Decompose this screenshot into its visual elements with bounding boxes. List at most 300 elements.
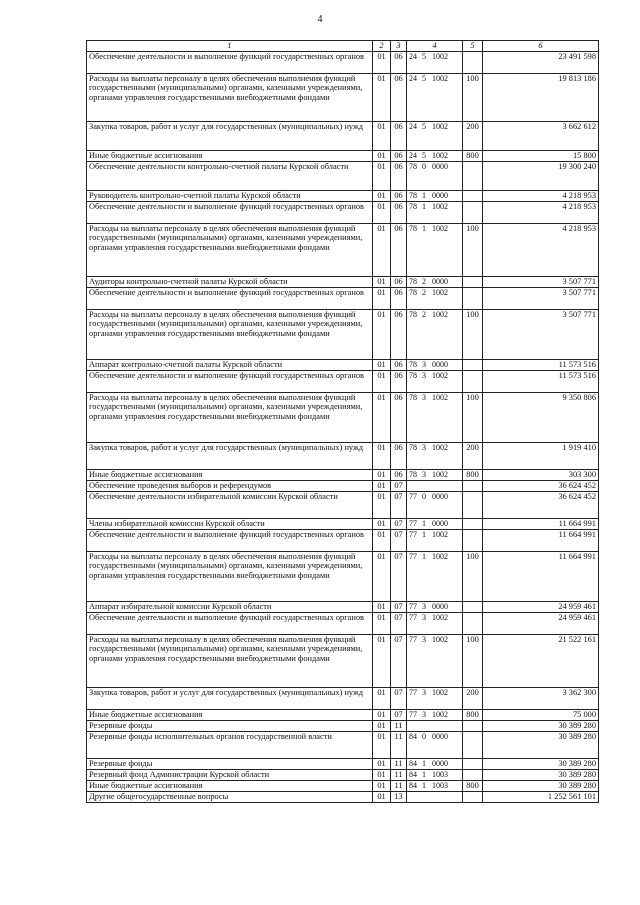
table-row — [87, 150, 599, 161]
row-section-code: 01 — [373, 223, 391, 276]
target-article-part: 24 — [409, 121, 417, 131]
target-article-part: 24 — [409, 150, 417, 160]
target-article-part: 1 — [422, 223, 426, 233]
row-expense-type-code — [463, 161, 483, 190]
row-target-article — [407, 190, 463, 201]
row-subsection-code: 07 — [391, 491, 407, 518]
row-section-code: 01 — [373, 780, 391, 791]
table-row — [87, 442, 599, 469]
row-subsection-code: 11 — [391, 758, 407, 769]
row-target-article — [407, 51, 463, 73]
row-expense-type-code: 200 — [463, 442, 483, 469]
row-subsection-code: 06 — [391, 150, 407, 161]
target-article-part: 77 — [409, 601, 417, 611]
table-row — [87, 769, 599, 780]
row-expense-type-code — [463, 612, 483, 634]
row-subsection-code: 06 — [391, 392, 407, 442]
row-target-article — [407, 469, 463, 480]
row-amount: 3 507 771 — [483, 287, 599, 309]
row-target-article — [407, 634, 463, 687]
target-article-part: 0000 — [432, 161, 448, 171]
target-article-part: 5 — [422, 51, 426, 61]
row-section-code: 01 — [373, 634, 391, 687]
row-target-article — [407, 780, 463, 791]
row-expense-type-code — [463, 190, 483, 201]
row-amount: 11 573 516 — [483, 370, 599, 392]
row-amount: 3 507 771 — [483, 309, 599, 359]
row-amount: 30 389 280 — [483, 731, 599, 758]
row-section-code: 01 — [373, 51, 391, 73]
target-article-part: 1002 — [432, 370, 448, 380]
row-target-article — [407, 480, 463, 491]
row-name: Закупка товаров, работ и услуг для государственных (муниципальных) нужд — [87, 442, 373, 469]
row-subsection-code: 11 — [391, 720, 407, 731]
target-article-part: 3 — [422, 392, 426, 402]
row-section-code: 01 — [373, 551, 391, 601]
row-name: Расходы на выплаты персоналу в целях обеспечения выполнения функций государственными (муниципальными) органами, казенными учреждениями, органами управления государственными внебюджетными фондами — [87, 634, 373, 687]
target-article-part: 1002 — [432, 469, 448, 479]
row-target-article — [407, 309, 463, 359]
row-subsection-code: 06 — [391, 469, 407, 480]
row-amount: 3 662 612 — [483, 121, 599, 150]
budget-table — [86, 40, 599, 803]
target-article-part: 1002 — [432, 309, 448, 319]
row-amount: 4 218 953 — [483, 190, 599, 201]
row-name: Обеспечение деятельности контрольно-счетной палаты Курской области — [87, 161, 373, 190]
target-article-part: 2 — [422, 287, 426, 297]
row-amount: 24 959 461 — [483, 612, 599, 634]
row-expense-type-code — [463, 370, 483, 392]
row-amount: 19 300 240 — [483, 161, 599, 190]
row-amount: 303 300 — [483, 469, 599, 480]
target-article-part: 1 — [422, 758, 426, 768]
row-expense-type-code — [463, 201, 483, 223]
row-name: Обеспечение деятельности и выполнение функций государственных органов — [87, 612, 373, 634]
row-target-article — [407, 370, 463, 392]
row-amount: 36 624 452 — [483, 480, 599, 491]
row-name: Расходы на выплаты персоналу в целях обеспечения выполнения функций государственными (муниципальными) органами, казенными учреждениями, органами управления государственными внебюджетными фондами — [87, 392, 373, 442]
row-subsection-code: 06 — [391, 287, 407, 309]
table-row — [87, 687, 599, 709]
row-name: Иные бюджетные ассигнования — [87, 780, 373, 791]
table-row — [87, 551, 599, 601]
header-col-section: 2 — [373, 41, 391, 52]
row-amount: 75 000 — [483, 709, 599, 720]
target-article-part: 1 — [422, 780, 426, 790]
table-row — [87, 709, 599, 720]
row-section-code: 01 — [373, 442, 391, 469]
target-article-part: 78 — [409, 276, 417, 286]
target-article-part: 78 — [409, 161, 417, 171]
row-subsection-code: 06 — [391, 309, 407, 359]
target-article-part: 84 — [409, 769, 417, 779]
target-article-part: 3 — [422, 601, 426, 611]
row-amount: 3 507 771 — [483, 276, 599, 287]
target-article-part: 3 — [422, 359, 426, 369]
target-article-part: 0000 — [432, 758, 448, 768]
target-article-part: 5 — [422, 121, 426, 131]
row-subsection-code: 07 — [391, 529, 407, 551]
row-expense-type-code — [463, 720, 483, 731]
row-target-article — [407, 73, 463, 121]
row-target-article — [407, 287, 463, 309]
target-article-part: 3 — [422, 442, 426, 452]
row-section-code: 01 — [373, 359, 391, 370]
row-amount: 4 218 953 — [483, 201, 599, 223]
row-amount: 3 362 300 — [483, 687, 599, 709]
table-row — [87, 529, 599, 551]
page-number: 4 — [317, 14, 323, 25]
row-section-code: 01 — [373, 687, 391, 709]
target-article-part: 24 — [409, 73, 417, 83]
row-target-article — [407, 551, 463, 601]
row-target-article — [407, 121, 463, 150]
row-expense-type-code: 100 — [463, 73, 483, 121]
row-subsection-code: 07 — [391, 612, 407, 634]
row-name: Расходы на выплаты персоналу в целях обеспечения выполнения функций государственными (муниципальными) органами, казенными учреждениями, органами управления государственными внебюджетными фондами — [87, 73, 373, 121]
row-subsection-code: 11 — [391, 780, 407, 791]
row-target-article — [407, 612, 463, 634]
target-article-part: 1003 — [432, 780, 448, 790]
row-subsection-code: 06 — [391, 359, 407, 370]
row-subsection-code: 06 — [391, 442, 407, 469]
target-article-part: 78 — [409, 469, 417, 479]
row-expense-type-code: 100 — [463, 223, 483, 276]
row-expense-type-code — [463, 359, 483, 370]
row-target-article — [407, 201, 463, 223]
row-target-article — [407, 731, 463, 758]
row-subsection-code: 07 — [391, 709, 407, 720]
row-subsection-code: 06 — [391, 73, 407, 121]
table-row — [87, 612, 599, 634]
target-article-part: 0000 — [432, 731, 448, 741]
row-target-article — [407, 276, 463, 287]
header-row — [87, 41, 599, 52]
row-name: Резервный фонд Администрации Курской области — [87, 769, 373, 780]
row-subsection-code: 07 — [391, 551, 407, 601]
row-name: Руководитель контрольно-счетной палаты Курской области — [87, 190, 373, 201]
table-row — [87, 601, 599, 612]
target-article-part: 0 — [422, 491, 426, 501]
table-row — [87, 287, 599, 309]
row-expense-type-code: 100 — [463, 309, 483, 359]
table-row — [87, 720, 599, 731]
row-amount: 24 959 461 — [483, 601, 599, 612]
target-article-part: 77 — [409, 518, 417, 528]
row-section-code: 01 — [373, 287, 391, 309]
row-target-article — [407, 359, 463, 370]
row-name: Закупка товаров, работ и услуг для государственных (муниципальных) нужд — [87, 687, 373, 709]
row-section-code: 01 — [373, 612, 391, 634]
row-section-code: 01 — [373, 201, 391, 223]
row-expense-type-code: 200 — [463, 687, 483, 709]
row-expense-type-code: 800 — [463, 469, 483, 480]
row-target-article — [407, 758, 463, 769]
row-subsection-code: 11 — [391, 731, 407, 758]
row-section-code: 01 — [373, 161, 391, 190]
target-article-part: 0000 — [432, 190, 448, 200]
row-expense-type-code: 100 — [463, 392, 483, 442]
row-section-code: 01 — [373, 121, 391, 150]
row-amount: 30 389 280 — [483, 720, 599, 731]
row-name: Резервные фонды — [87, 720, 373, 731]
target-article-part: 1002 — [432, 687, 448, 697]
target-article-part: 0000 — [432, 518, 448, 528]
table-row — [87, 469, 599, 480]
row-name: Расходы на выплаты персоналу в целях обеспечения выполнения функций государственными (муниципальными) органами, казенными учреждениями, органами управления государственными внебюджетными фондами — [87, 551, 373, 601]
target-article-part: 0000 — [432, 359, 448, 369]
row-subsection-code: 06 — [391, 370, 407, 392]
row-amount: 11 664 991 — [483, 529, 599, 551]
table-row — [87, 190, 599, 201]
table-row — [87, 758, 599, 769]
target-article-part: 1 — [422, 529, 426, 539]
target-article-part: 5 — [422, 73, 426, 83]
table-row — [87, 634, 599, 687]
target-article-part: 77 — [409, 529, 417, 539]
table-row — [87, 491, 599, 518]
row-target-article — [407, 161, 463, 190]
row-subsection-code: 07 — [391, 601, 407, 612]
table-row — [87, 780, 599, 791]
row-subsection-code: 06 — [391, 201, 407, 223]
row-expense-type-code — [463, 491, 483, 518]
table-row — [87, 161, 599, 190]
row-expense-type-code: 100 — [463, 634, 483, 687]
table-row — [87, 359, 599, 370]
row-target-article — [407, 529, 463, 551]
target-article-part: 24 — [409, 51, 417, 61]
header-col-subsection: 3 — [391, 41, 407, 52]
row-section-code: 01 — [373, 276, 391, 287]
row-amount: 30 389 280 — [483, 780, 599, 791]
target-article-part: 1002 — [432, 709, 448, 719]
row-name: Аудиторы контрольно-счетной палаты Курской области — [87, 276, 373, 287]
target-article-part: 1 — [422, 201, 426, 211]
target-article-part: 3 — [422, 687, 426, 697]
row-amount: 30 389 280 — [483, 769, 599, 780]
row-expense-type-code: 800 — [463, 709, 483, 720]
table-row — [87, 73, 599, 121]
row-section-code: 01 — [373, 491, 391, 518]
target-article-part: 1002 — [432, 392, 448, 402]
row-name: Иные бюджетные ассигнования — [87, 469, 373, 480]
row-section-code: 01 — [373, 791, 391, 802]
row-target-article — [407, 709, 463, 720]
row-name: Иные бюджетные ассигнования — [87, 709, 373, 720]
target-article-part: 78 — [409, 309, 417, 319]
table-row — [87, 731, 599, 758]
target-article-part: 77 — [409, 687, 417, 697]
table-row — [87, 223, 599, 276]
row-expense-type-code — [463, 758, 483, 769]
target-article-part: 1002 — [432, 612, 448, 622]
row-subsection-code: 11 — [391, 769, 407, 780]
target-article-part: 78 — [409, 201, 417, 211]
row-amount: 11 664 991 — [483, 518, 599, 529]
target-article-part: 1003 — [432, 769, 448, 779]
row-name: Аппарат контрольно-счетной палаты Курской области — [87, 359, 373, 370]
row-expense-type-code — [463, 287, 483, 309]
row-expense-type-code — [463, 769, 483, 780]
target-article-part: 3 — [422, 634, 426, 644]
row-amount: 11 664 991 — [483, 551, 599, 601]
row-name: Обеспечение проведения выборов и референдумов — [87, 480, 373, 491]
row-subsection-code: 06 — [391, 223, 407, 276]
target-article-part: 84 — [409, 758, 417, 768]
row-section-code: 01 — [373, 601, 391, 612]
row-amount: 21 522 161 — [483, 634, 599, 687]
header-col-amount: 6 — [483, 41, 599, 52]
target-article-part: 1002 — [432, 529, 448, 539]
target-article-part: 0000 — [432, 601, 448, 611]
row-target-article — [407, 687, 463, 709]
target-article-part: 78 — [409, 442, 417, 452]
row-expense-type-code: 100 — [463, 551, 483, 601]
row-name: Резервные фонды — [87, 758, 373, 769]
row-name: Резервные фонды исполнительных органов государственной власти — [87, 731, 373, 758]
target-article-part: 3 — [422, 612, 426, 622]
row-expense-type-code — [463, 276, 483, 287]
row-subsection-code: 06 — [391, 276, 407, 287]
row-expense-type-code — [463, 480, 483, 491]
row-section-code: 01 — [373, 190, 391, 201]
header-col-name: 1 — [87, 41, 373, 52]
row-subsection-code: 07 — [391, 518, 407, 529]
target-article-part: 0000 — [432, 491, 448, 501]
target-article-part: 78 — [409, 190, 417, 200]
target-article-part: 78 — [409, 223, 417, 233]
row-section-code: 01 — [373, 720, 391, 731]
table-row — [87, 121, 599, 150]
row-section-code: 01 — [373, 392, 391, 442]
row-section-code: 01 — [373, 309, 391, 359]
header-col-expense-type: 5 — [463, 41, 483, 52]
target-article-part: 1002 — [432, 223, 448, 233]
row-target-article — [407, 442, 463, 469]
target-article-part: 1002 — [432, 634, 448, 644]
row-name: Расходы на выплаты персоналу в целях обеспечения выполнения функций государственными (муниципальными) органами, казенными учреждениями, органами управления государственными внебюджетными фондами — [87, 223, 373, 276]
row-subsection-code: 06 — [391, 51, 407, 73]
row-section-code: 01 — [373, 518, 391, 529]
target-article-part: 78 — [409, 359, 417, 369]
row-name: Обеспечение деятельности и выполнение функций государственных органов — [87, 51, 373, 73]
row-section-code: 01 — [373, 73, 391, 121]
row-expense-type-code: 800 — [463, 150, 483, 161]
row-name: Закупка товаров, работ и услуг для государственных (муниципальных) нужд — [87, 121, 373, 150]
row-section-code: 01 — [373, 758, 391, 769]
row-name: Обеспечение деятельности избирательной комиссии Курской области — [87, 491, 373, 518]
row-name: Обеспечение деятельности и выполнение функций государственных органов — [87, 287, 373, 309]
row-expense-type-code — [463, 518, 483, 529]
row-target-article — [407, 491, 463, 518]
row-amount: 1 919 410 — [483, 442, 599, 469]
row-amount: 9 350 806 — [483, 392, 599, 442]
target-article-part: 3 — [422, 469, 426, 479]
target-article-part: 2 — [422, 309, 426, 319]
row-target-article — [407, 223, 463, 276]
row-target-article — [407, 791, 463, 802]
header-col-target-article: 4 — [407, 41, 463, 52]
row-target-article — [407, 720, 463, 731]
row-subsection-code: 06 — [391, 161, 407, 190]
row-name: Обеспечение деятельности и выполнение функций государственных органов — [87, 370, 373, 392]
row-name: Аппарат избирательной комиссии Курской области — [87, 601, 373, 612]
target-article-part: 77 — [409, 491, 417, 501]
target-article-part: 78 — [409, 392, 417, 402]
row-name: Обеспечение деятельности и выполнение функций государственных органов — [87, 201, 373, 223]
row-subsection-code: 07 — [391, 480, 407, 491]
row-name: Расходы на выплаты персоналу в целях обеспечения выполнения функций государственными (муниципальными) органами, казенными учреждениями, органами управления государственными внебюджетными фондами — [87, 309, 373, 359]
target-article-part: 3 — [422, 709, 426, 719]
table-row — [87, 518, 599, 529]
row-expense-type-code: 200 — [463, 121, 483, 150]
target-article-part: 1 — [422, 551, 426, 561]
target-article-part: 1002 — [432, 150, 448, 160]
row-expense-type-code — [463, 731, 483, 758]
table-row — [87, 791, 599, 802]
row-amount: 30 389 280 — [483, 758, 599, 769]
row-section-code: 01 — [373, 480, 391, 491]
table-row — [87, 51, 599, 73]
row-section-code: 01 — [373, 769, 391, 780]
target-article-part: 1002 — [432, 551, 448, 561]
target-article-part: 3 — [422, 370, 426, 380]
row-target-article — [407, 392, 463, 442]
row-subsection-code: 07 — [391, 687, 407, 709]
target-article-part: 5 — [422, 150, 426, 160]
row-expense-type-code — [463, 529, 483, 551]
row-expense-type-code — [463, 51, 483, 73]
target-article-part: 1002 — [432, 121, 448, 131]
target-article-part: 0000 — [432, 276, 448, 286]
row-amount: 36 624 452 — [483, 491, 599, 518]
table-row — [87, 276, 599, 287]
row-section-code: 01 — [373, 529, 391, 551]
row-subsection-code: 07 — [391, 634, 407, 687]
row-amount: 23 491 598 — [483, 51, 599, 73]
target-article-part: 0 — [422, 161, 426, 171]
row-section-code: 01 — [373, 370, 391, 392]
row-subsection-code: 06 — [391, 121, 407, 150]
target-article-part: 2 — [422, 276, 426, 286]
row-target-article — [407, 769, 463, 780]
target-article-part: 1 — [422, 190, 426, 200]
target-article-part: 1002 — [432, 73, 448, 83]
row-amount: 11 573 516 — [483, 359, 599, 370]
row-amount: 4 218 953 — [483, 223, 599, 276]
table-row — [87, 201, 599, 223]
row-amount: 1 252 561 101 — [483, 791, 599, 802]
row-section-code: 01 — [373, 731, 391, 758]
target-article-part: 84 — [409, 731, 417, 741]
target-article-part: 77 — [409, 551, 417, 561]
target-article-part: 1 — [422, 518, 426, 528]
target-article-part: 1002 — [432, 51, 448, 61]
row-name: Обеспечение деятельности и выполнение функций государственных органов — [87, 529, 373, 551]
target-article-part: 77 — [409, 634, 417, 644]
row-target-article — [407, 150, 463, 161]
target-article-part: 0 — [422, 731, 426, 741]
row-name: Члены избирательной комиссии Курской области — [87, 518, 373, 529]
row-amount: 15 800 — [483, 150, 599, 161]
target-article-part: 1002 — [432, 442, 448, 452]
target-article-part: 78 — [409, 370, 417, 380]
table-row — [87, 392, 599, 442]
target-article-part: 84 — [409, 780, 417, 790]
row-name: Другие общегосударственные вопросы — [87, 791, 373, 802]
target-article-part: 77 — [409, 709, 417, 719]
